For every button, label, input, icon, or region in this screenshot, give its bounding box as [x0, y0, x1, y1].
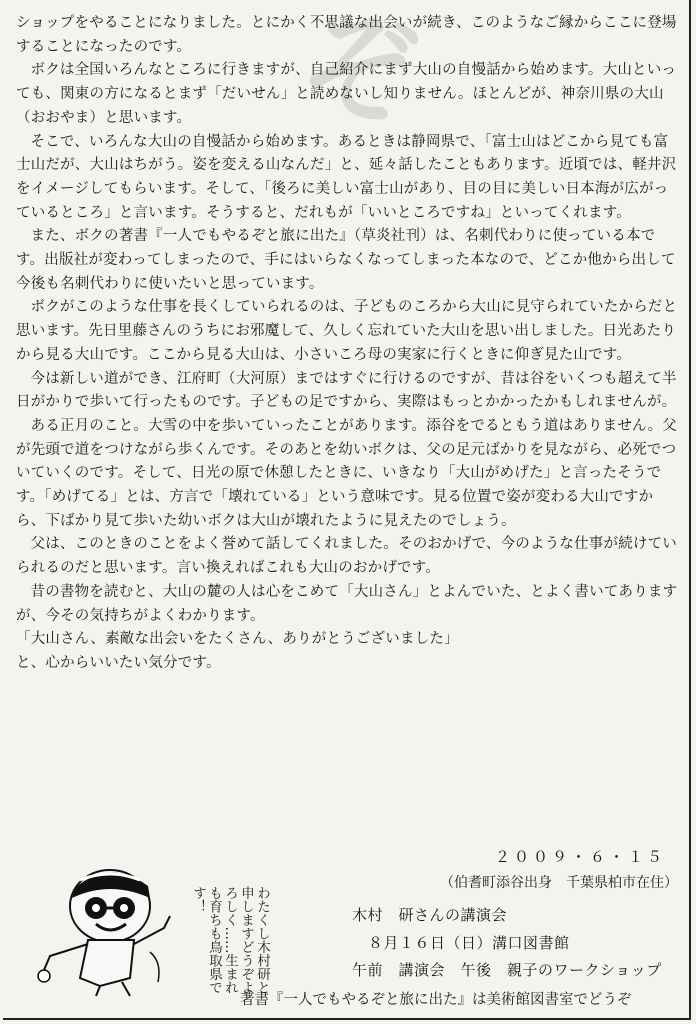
paragraph: 今は新しい道ができ、江府町（大河原）まではすぐに行けるのですが、昔は谷をいくつも超えて半日がかりで歩いて行ったものです。子どもの足ですから、実際はもっとかかったかもしれませんが。: [16, 370, 677, 411]
background-watermark: ぞ: [300, 0, 420, 140]
paragraph: 昔の書物を読むと、大山の麓の人は心をこめて「大山さん」とよんでいた、とよく書いてありますが、今その気持ちがよくわかります。: [16, 583, 678, 624]
paragraph: そこで、いろんな大山の自慢話から始めます。あるときは静岡県で、「富士山はどこから見ても富士山だが、大山はちがう。姿を変える山なんだ」と、延々話したこともあります。近頃では、軽井沢をイメージしてもらいます。そして、「後ろに美しい富士山があり、目の目に美しい日本海が広がっているところ」と言います。そうすると、だれもが「いいところですね」といってくれます。: [16, 133, 677, 221]
article-date: ２００９・６・１５: [494, 848, 666, 866]
book-note: 著書『一人でもやるぞと旅に出た』は美術館図書室でどうぞ: [240, 992, 632, 1008]
cartoon-illustration: [30, 858, 180, 998]
paragraph: ボクは全国いろんなところに行きますが、自己紹介にまず大山の自慢話から始めます。大山といっても、関東の方になるとまず「だいせん」と読めないし知りません。ほとんどが、神奈川県の大山（おおやま）と思います。: [16, 62, 677, 126]
paragraph: また、ボクの著書『一人でもやるぞと旅に出た』（草炎社刊）は、名刺代わりに使っている本です。出版社が変わってしまったので、手にはいらなくなってしまった本なので、どこか他から出して今後も名刺代わりに使いたいと思っています。: [16, 228, 676, 292]
cartoon-caption: わたくし木村研と申しますどうぞよろしく……生まれも育ちも鳥取県です！: [190, 886, 270, 994]
paragraph: と、心からいいたい気分です。: [16, 654, 221, 671]
paragraph: ある正月のこと。大雪の中を歩いていったことがあります。添谷をでるともう道はありません。父が先頭で道をつけながら歩くんです。そのあとを幼いボクは、父の足元ばかりを見ながら、必死でついていくのです。そして、日光の原で休憩したときに、いきなり「大山がめげた」と言ったそうです。「めげてる」とは、方言で「壊れている」という意味です。見る位置で姿が変わる大山ですから、下ばかり見て歩いた幼いボクは大山が壊れたように見えたのでしょう。: [16, 417, 678, 529]
event-date: ８月１６日（日）溝口図書館: [368, 934, 570, 952]
paragraph: 「大山さん、素敵な出会いをたくさん、ありがとうございました」: [16, 631, 459, 648]
paragraph: 父は、このときのことをよく誉めて話してくれました。そのおかげで、今のような仕事が続けていられるのだと思います。言い換えればこれも大山のおかげです。: [16, 536, 678, 577]
paragraph: ショップをやることになりました。とにかく不思議な出会いが続き、このようなご縁からここに登場することになったのです。: [16, 15, 677, 55]
paragraph: ボクがこのような仕事を長くしていられるのは、子どものころから大山に見守られていたからだと思います。先日里藤さんのうちにお邪魔して、久しく忘れていた大山を思い出しました。日光あたりから見る大山です。ここから見る大山は、小さいころ母の実家に行くときに仰ぎ見た山です。: [16, 299, 678, 363]
article-body: [16, 0, 680, 676]
event-schedule: 午前 講演会 午後 親子のワークショップ: [352, 961, 662, 979]
event-title: 木村 研さんの講演会: [352, 906, 508, 924]
author-origin: （伯耆町添谷出身 千葉県柏市在住）: [440, 875, 678, 891]
